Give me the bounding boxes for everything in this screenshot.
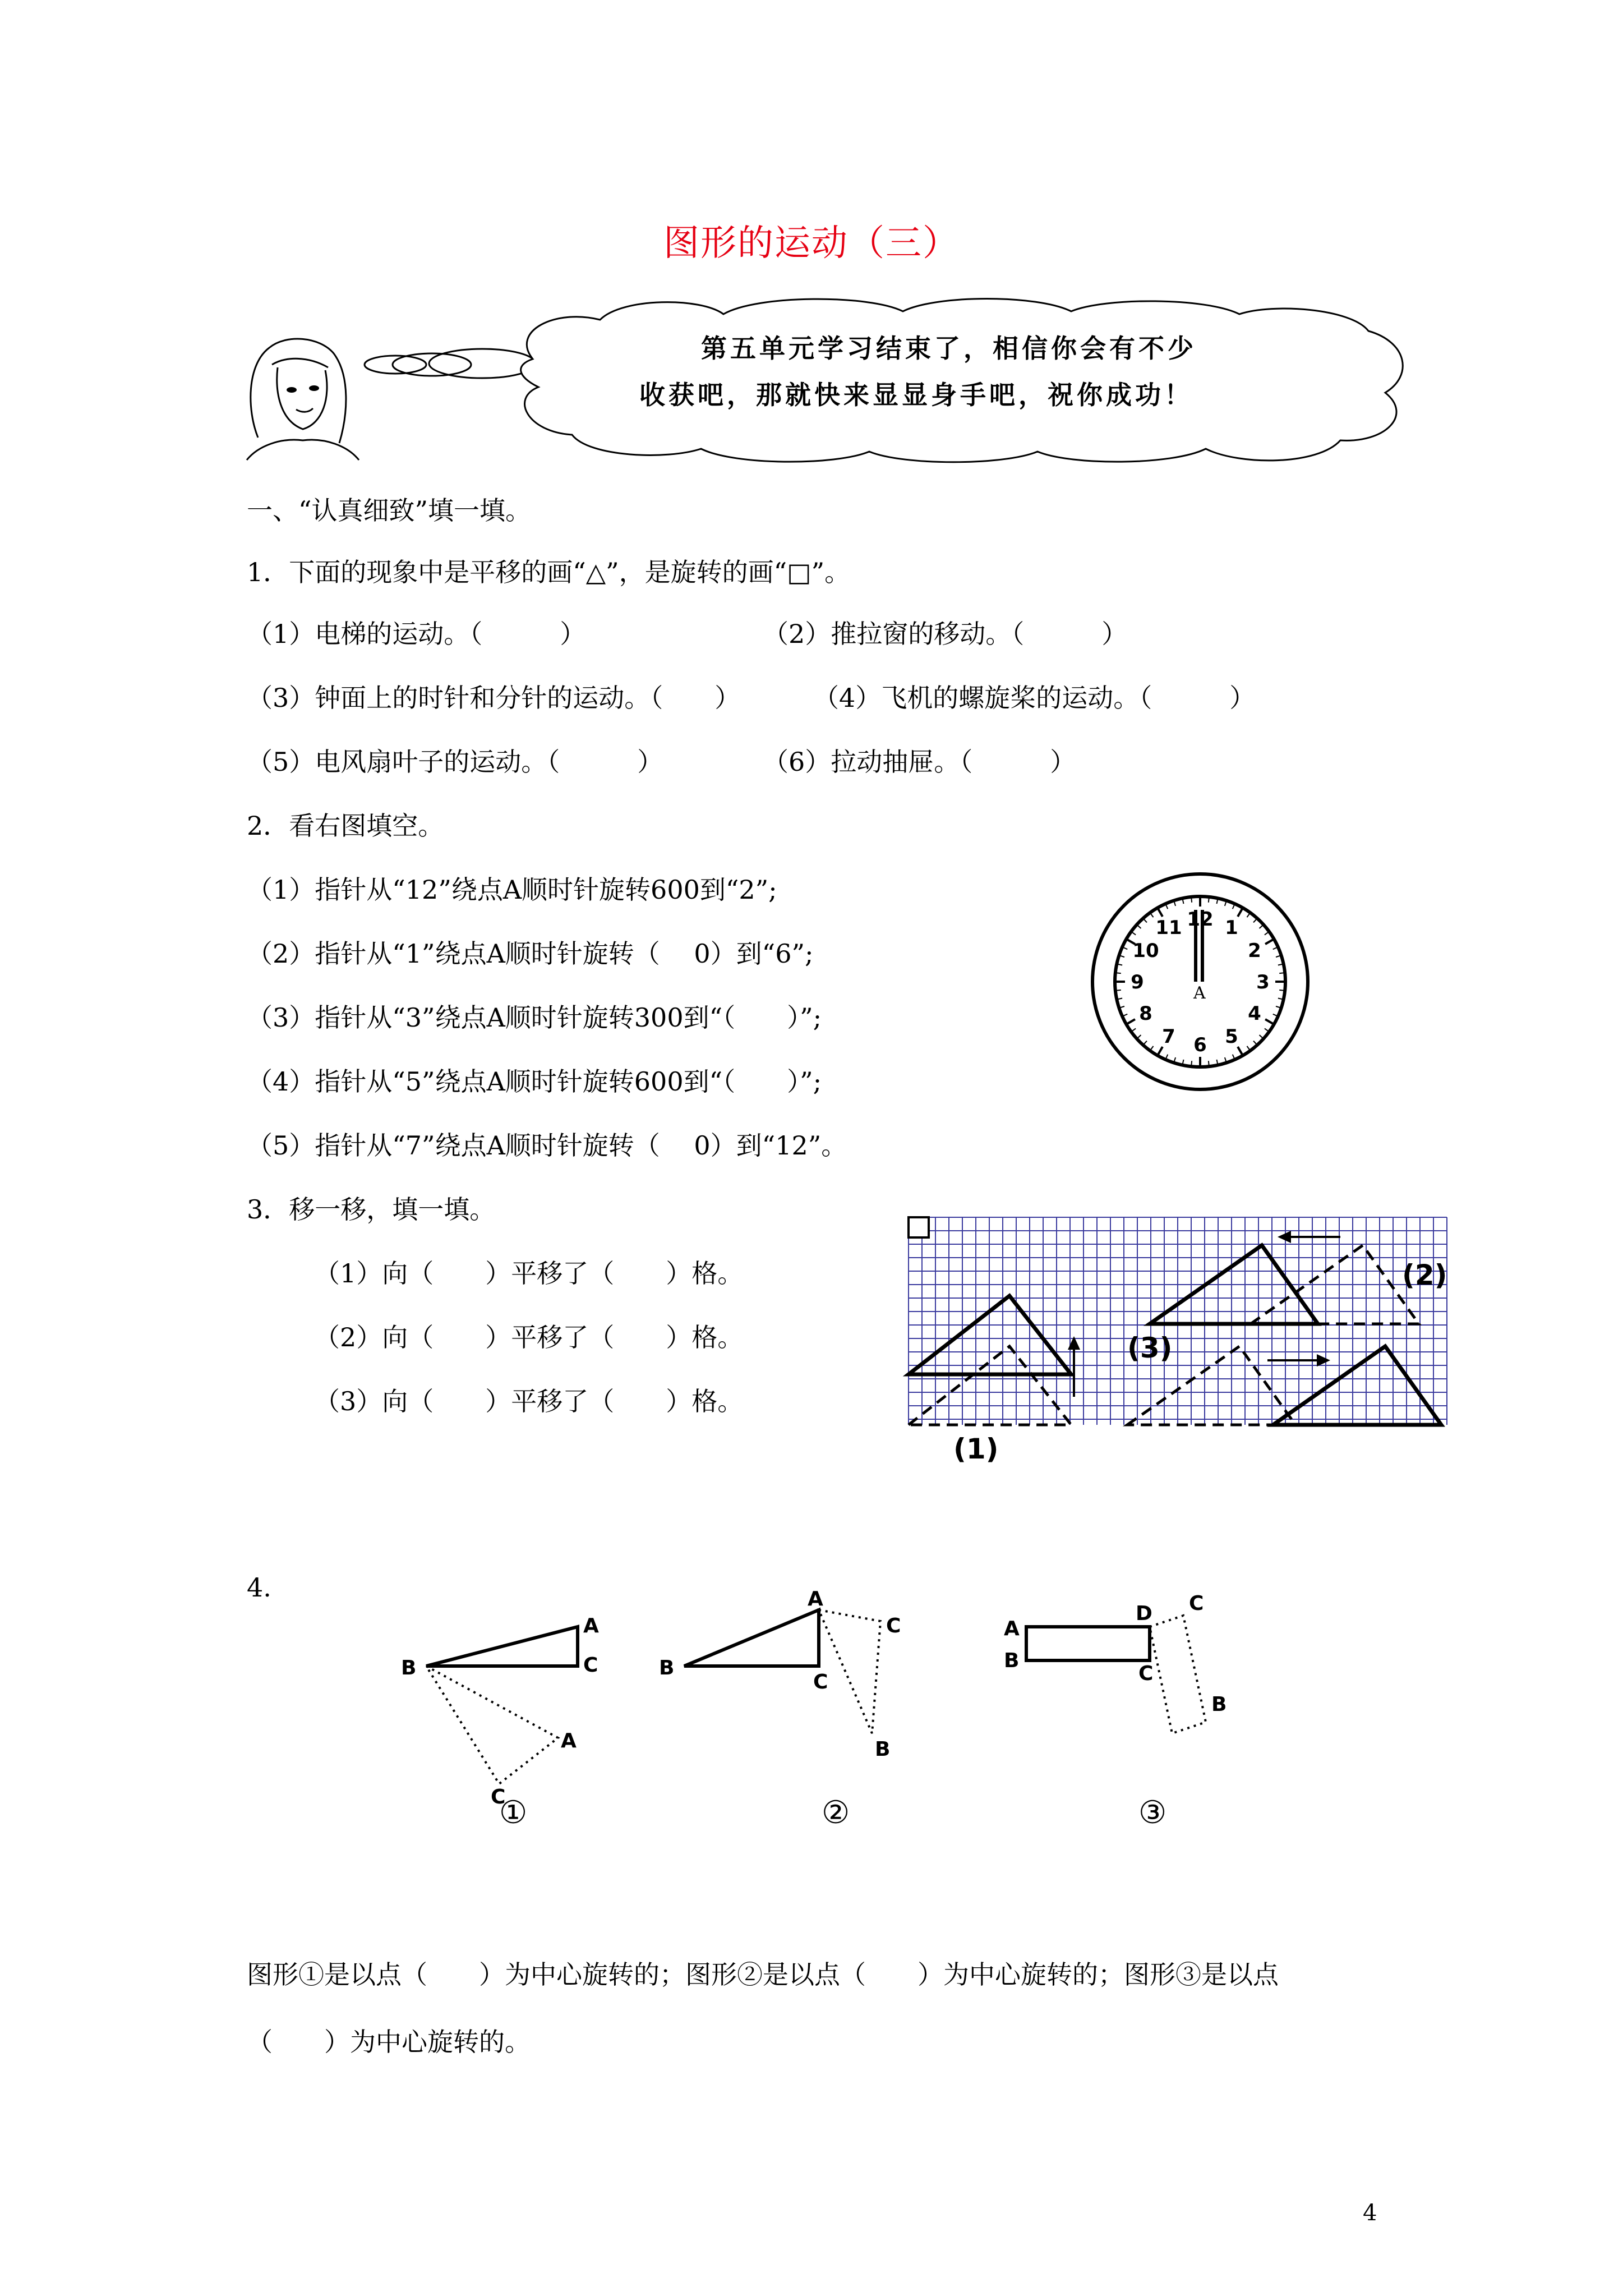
q2-item-5: （5）指针从“7”绕点A顺时针旋转（ 0）到“12”。 (247, 1130, 847, 1161)
fig1-label-B: B (401, 1657, 417, 1680)
arrow-left-head (1278, 1231, 1291, 1243)
clock-tick (1260, 1035, 1264, 1039)
clock-tick (1143, 1041, 1147, 1045)
rotation-figure-2 (651, 1582, 931, 1831)
clock-tick (1279, 990, 1285, 991)
q1-item-6: （6）拉动抽屉。（ ） (763, 747, 1076, 777)
fig1-label-C: C (583, 1654, 598, 1677)
arrow-right-head (1317, 1354, 1330, 1366)
fig2-label-A: A (808, 1588, 823, 1611)
q2-item-3: （3）指针从“3”绕点A顺时针旋转300到“（ ）”; (247, 1002, 822, 1033)
q2-item-2: （2）指针从“1”绕点A顺时针旋转（ 0）到“6”; (247, 938, 814, 969)
fig2-caption: ② (822, 1795, 850, 1831)
clock-tick (1143, 918, 1147, 922)
grid-corner-square (909, 1217, 929, 1237)
q1-item-2: （2）推拉窗的移动。（ ） (763, 619, 1128, 649)
clock-tick (1137, 1035, 1141, 1039)
q4-number: 4. (247, 1572, 271, 1603)
fig2-label-C: C (813, 1671, 828, 1694)
fig1-label-A2: A (561, 1729, 577, 1752)
fig3-caption: ③ (1138, 1795, 1167, 1831)
clock-tick (1137, 924, 1141, 928)
clock-tick (1115, 990, 1121, 991)
clock-tick (1126, 1019, 1135, 1024)
clock-tick (1253, 1041, 1257, 1045)
q2-item-4: （4）指针从“5”绕点A顺时针旋转600到“（ ）”; (247, 1066, 822, 1097)
fig3-label-A: A (1004, 1617, 1020, 1640)
intro-line-2: 收获吧，那就快来显显身手吧，祝你成功！ (639, 380, 1193, 410)
clock-center-label: A (1193, 983, 1206, 1003)
fig1-label-A: A (583, 1614, 599, 1637)
fig2-label-B2: B (875, 1738, 891, 1761)
q1-item-1: （1）电梯的运动。（ ） (247, 619, 586, 649)
clock-tick (1238, 908, 1243, 917)
q4-answer-line-2: （ ）为中心旋转的。 (247, 2027, 531, 2057)
q1-item-5: （5）电风扇叶子的运动。（ ） (247, 747, 663, 777)
clock-tick (1253, 918, 1257, 922)
clock-number-3: 3 (1256, 971, 1270, 993)
clock-number-5: 5 (1225, 1025, 1238, 1048)
clock-tick (1191, 1061, 1192, 1066)
clock-number-4: 4 (1248, 1002, 1261, 1025)
clock-number-10: 10 (1132, 940, 1159, 962)
fig1-caption: ① (499, 1795, 528, 1831)
page-number: 4 (1363, 2200, 1377, 2226)
q3-item-2: （2）向（ ）平移了（ ）格。 (314, 1322, 744, 1352)
q3-stem: 3．移一移，填一填。 (247, 1194, 496, 1225)
clock-tick (1238, 1047, 1243, 1056)
translation-grid-figure (903, 1212, 1453, 1470)
fig3-label-C2: C (1189, 1592, 1204, 1615)
q4-answer-line-1: 图形①是以点（ ）为中心旋转的；图形②是以点（ ）为中心旋转的；图形③是以点 (247, 1959, 1279, 1990)
rotation-figure-1 (393, 1593, 617, 1831)
clock-number-2: 2 (1248, 940, 1261, 962)
clock-number-11: 11 (1155, 917, 1182, 940)
fig3-label-D: D (1136, 1602, 1152, 1625)
fig3-label-C: C (1138, 1662, 1154, 1685)
q1-item-4: （4）飞机的螺旋桨的运动。（ ） (813, 683, 1256, 713)
clock-number-1: 1 (1225, 917, 1238, 940)
q3-item-3: （3）向（ ）平移了（ ）格。 (314, 1386, 744, 1416)
clock-tick (1191, 897, 1192, 903)
figure-label-1: (1) (953, 1433, 999, 1465)
q3-item-1: （1）向（ ）平移了（ ）格。 (314, 1258, 744, 1289)
fig2-label-B: B (659, 1657, 675, 1680)
fig1-label-C2: C (491, 1786, 506, 1809)
figure-label-3: (3) (1127, 1332, 1173, 1364)
clock-tick (1260, 924, 1264, 928)
clock-tick (1158, 908, 1163, 917)
fig3-label-B: B (1004, 1649, 1020, 1672)
clock-number-7: 7 (1162, 1025, 1175, 1048)
q2-item-1: （1）指针从“12”绕点A顺时针旋转600到“2”; (247, 875, 777, 905)
girl-illustration (224, 325, 370, 460)
clock-number-8: 8 (1139, 1002, 1152, 1025)
figure-label-2: (2) (1402, 1259, 1447, 1291)
page-title: 图形的运动（三） (663, 223, 960, 264)
fig3-label-B2: B (1211, 1693, 1227, 1716)
clock-number-9: 9 (1131, 971, 1144, 993)
q1-stem: 1．下面的现象中是平移的画“△”，是旋转的画“□”。 (247, 557, 851, 587)
q2-stem: 2．看右图填空。 (247, 811, 444, 841)
fig2-label-C2: C (886, 1614, 901, 1637)
clock-number-12: 12 (1187, 908, 1214, 931)
section-heading: 一、“认真细致”填一填。 (247, 495, 532, 526)
intro-line-1: 第五单元学习结束了，相信你会有不少 (701, 333, 1197, 364)
clock-tick (1158, 1047, 1163, 1056)
q1-item-3: （3）钟面上的时针和分针的运动。（ ） (247, 683, 741, 713)
clock-tick (1265, 1019, 1274, 1024)
rotation-figure-3 (1004, 1592, 1284, 1831)
clock-tick (1265, 939, 1274, 944)
clock-number-6: 6 (1193, 1034, 1207, 1056)
clock-figure (1088, 869, 1312, 1094)
